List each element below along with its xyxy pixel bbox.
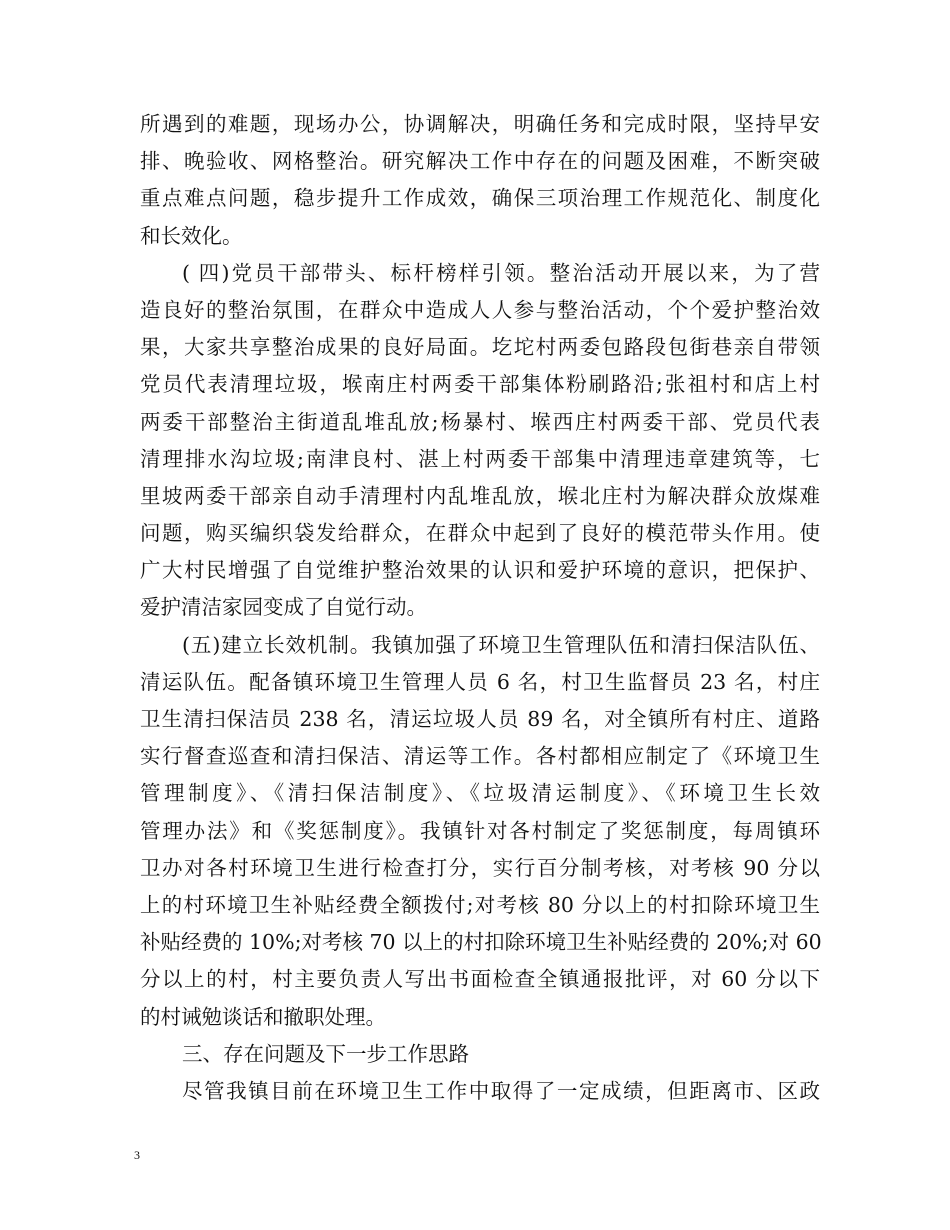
text-line: 卫生清扫保洁员 238 名，清运垃圾人员 89 名，对全镇所有村庄、道路 <box>140 707 820 731</box>
text-line: 党员代表清理垃圾，堠南庄村两委干部集体粉刷路沿;张祖村和店上村 <box>140 372 820 397</box>
text-line: 补贴经费的 10%;对考核 70 以上的村扣除环境卫生补贴经费的 20%;对 60 <box>140 930 822 955</box>
text-line: 果，大家共享整治成果的良好局面。圪坨村两委包路段包街巷亲自带领 <box>140 335 820 360</box>
text-line: 重点难点问题，稳步提升工作成效，确保三项治理工作规范化、制度化 <box>140 186 820 211</box>
text-line: 实行督查巡查和清扫保洁、清运等工作。各村都相应制定了《环境卫生 <box>140 744 820 769</box>
text-line: 管理制度》、《清扫保洁制度》、《垃圾清运制度》、《环境卫生长效 <box>140 781 820 806</box>
text-line: 问题，购买编织袋发给群众，在群众中起到了良好的模范带头作用。使 <box>140 521 820 546</box>
text-line: 里坡两委干部亲自动手清理村内乱堆乱放，堠北庄村为解决群众放煤难 <box>140 483 820 508</box>
text-line: 广大村民增强了自觉维护整治效果的认识和爱护环境的意识，把保护、 <box>140 558 820 583</box>
text-line: 分以上的村，村主要负责人写出书面检查全镇通报批评，对 60 分以下 <box>140 967 820 992</box>
paragraph-heading-line: (五)建立长效机制。我镇加强了环境卫生管理队伍和清扫保洁队伍、 <box>182 632 820 657</box>
text-line: 尽管我镇目前在环境卫生工作中取得了一定成绩，但距离市、区政 <box>182 1078 820 1103</box>
text-line: 卫办对各村环境卫生进行检查打分，实行百分制考核，对考核 90 分以 <box>140 855 820 880</box>
body-text <box>140 106 820 1110</box>
page-number: 3 <box>134 1148 140 1162</box>
text-line: 和长效化。 <box>140 223 243 248</box>
text-line: 所遇到的难题，现场办公，协调解决，明确任务和完成时限，坚持早安 <box>140 112 820 136</box>
text-line: 排、晚验收、网格整治。研究解决工作中存在的问题及困难，不断突破 <box>140 149 820 174</box>
text-line: 上的村环境卫生补贴经费全额拨付;对考核 80 分以上的村扣除环境卫生 <box>140 892 820 917</box>
paragraph-heading-line: ( 四)党员干部带头、标杆榜样引领。整治活动开展以来，为了营 <box>182 260 820 285</box>
text-line: 两委干部整治主街道乱堆乱放;杨暴村、堠西庄村两委干部、党员代表 <box>140 409 820 434</box>
text-line: 的村诫勉谈话和撤职处理。 <box>140 1004 386 1029</box>
text-line: 清理排水沟垃圾;南津良村、湛上村两委干部集中清理违章建筑等，七 <box>140 446 820 471</box>
text-line: 爱护清洁家园变成了自觉行动。 <box>140 595 427 620</box>
text-line: 造良好的整治氛围，在群众中造成人人参与整治活动，个个爱护整治效 <box>140 297 820 322</box>
section-heading: 三、存在问题及下一步工作思路 <box>182 1041 469 1066</box>
text-line: 清运队伍。配备镇环境卫生管理人员 6 名，村卫生监督员 23 名，村庄 <box>140 669 820 694</box>
text-line: 管理办法》和《奖惩制度》。我镇针对各村制定了奖惩制度，每周镇环 <box>140 818 820 843</box>
